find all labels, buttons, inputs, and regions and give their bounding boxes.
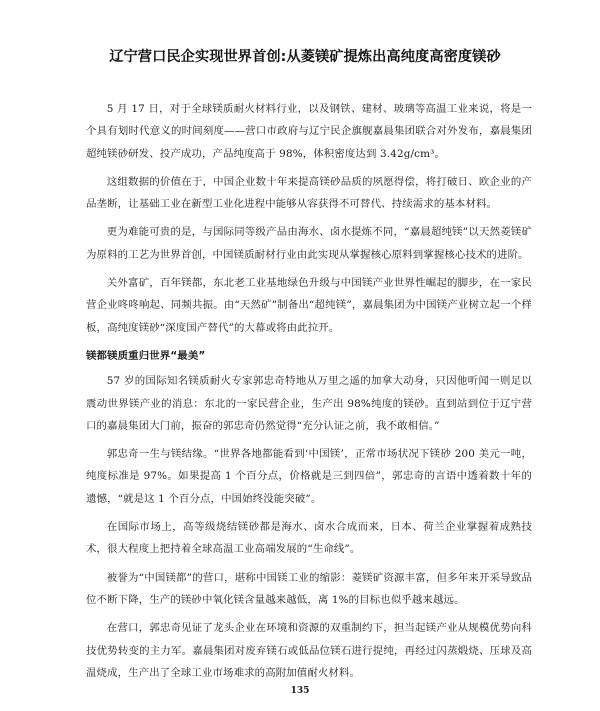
section-subheading: 镁都镁质重归世界“最美” bbox=[86, 349, 206, 362]
article-body bbox=[86, 98, 532, 690]
paragraph: 在国际市场上，高等级烧结镁砂都是海水、卤水合成而来，日本、荷兰企业掌握着成熟技术，很大程度上把持着全球高温工业高端发展的“生命线”。 bbox=[86, 521, 532, 556]
paragraph: 更为难能可贵的是，与国际同等级产品由海水、卤水提炼不同，“嘉晨超纯镁”以天然菱镁矿为原料的工艺为世界首创，中国镁质耐材行业由此实现从掌握核心原料到掌握核心技术的进阶。 bbox=[86, 226, 532, 261]
paragraph: 在营口，郭忠奇见证了龙头企业在环境和资源的双重制约下，担当起镁产业从规模优势向科技优势转变的主力军。嘉晨集团对废弃镁石或低品位镁石进行提纯，再经过闪蒸煅烧、压球及高温烧成，生产出了全球工业市场难求的高附加值耐火材料。 bbox=[86, 622, 532, 679]
paragraph: 被誉为“中国镁都”的营口，堪称中国镁工业的缩影：菱镁矿资源丰富，但多年来开采导致品位不断下降，生产的镁砂中氧化镁含量越来越低，离 1%的目标也似乎越来越远。 bbox=[86, 571, 532, 606]
paragraph: 关外富矿，百年镁都，东北老工业基地绿色升级与中国镁产业世界性崛起的脚步，在一家民营企业咚咚响起、同频共振。由“天然矿”制备出“超纯镁”，嘉晨集团为中国镁产业树立起一个样板，高纯度镁砂“深度国产替代”的大幕或将由此拉开。 bbox=[86, 277, 532, 334]
paragraph: 57 岁的国际知名镁质耐火专家郭忠奇特地从万里之遥的加拿大动身，只因他听闻一则足以震动世界镁产业的消息：东北的一家民营企业，生产出 98%纯度的镁砂。直到站到位于辽宁营口的嘉晨集团大门前，振奋的郭忠奇仍然觉得“充分认证之前，我不敢相信。” bbox=[86, 375, 532, 432]
paragraph: 5 月 17 日，对于全球镁质耐火材料行业，以及钢铁、建材、玻璃等高温工业来说，将是一个具有划时代意义的时间刻度——营口市政府与辽宁民企旗舰嘉晨集团联合对外发布，嘉晨集团超纯镁砂研发、投产成功，产品纯度高于 98%，体积密度达到 3.42g/cm³。 bbox=[86, 103, 532, 160]
paragraph: 郭忠奇一生与镁结缘。“世界各地都能看到‘中国镁’，正常市场状况下镁砂 200 美元一吨，纯度标准是 97%。如果提高 1 个百分点，价格就是三到四倍”，郭忠奇的言语中透着数十年的遗憾，“就是这 1 个百分点，中国始终没能突破”。 bbox=[86, 448, 532, 505]
article-title: 辽宁营口民企实现世界首创:从菱镁矿提炼出高纯度高密度镁砂 bbox=[109, 49, 501, 65]
paragraph: 这组数据的价值在于，中国企业数十年来提高镁砂品质的夙愿得偿，将打破日、欧企业的产品垄断，让基础工业在新型工业化进程中能够从容获得不可替代、持续需求的基本材料。 bbox=[86, 175, 532, 211]
page-number: 135 bbox=[290, 686, 310, 696]
